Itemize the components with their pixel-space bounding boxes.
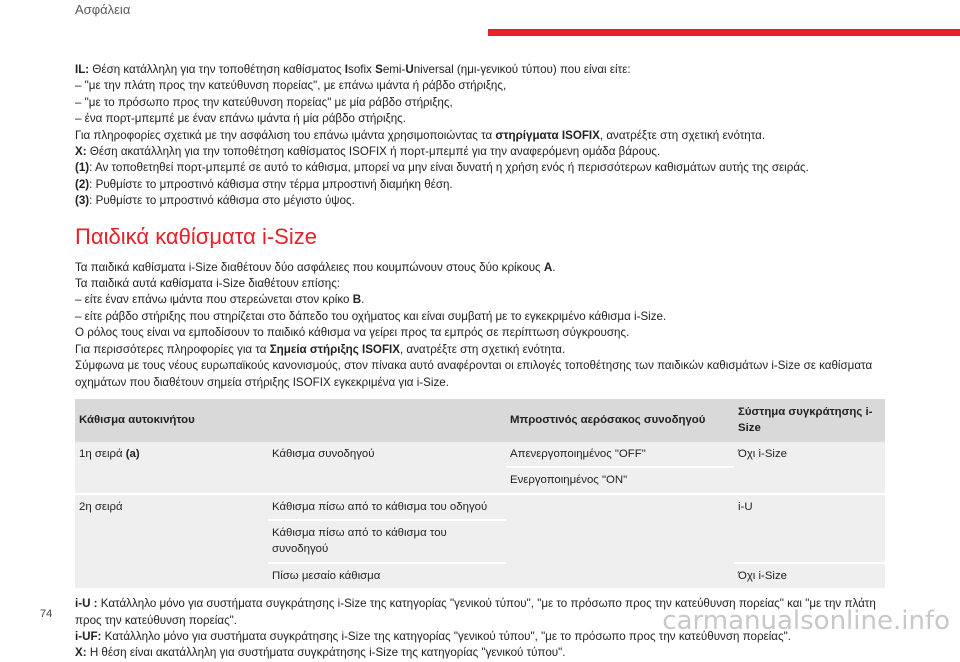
page-number: 74 [40,608,53,620]
ring-a-label: A [543,260,553,274]
x-text: Θέση ακατάλληλη για την τοποθέτηση καθίσματος ISOFIX ή πορτ-μπεμπέ για την αναφερόμενη ομάδα βάρους. [86,145,661,159]
isize-dash-1 [75,292,885,308]
row-label-2: 2η σειρά [75,494,268,590]
isofix-points-link-text: Σημεία στήριξης ISOFIX [269,342,400,356]
legend-iu-text: Κατάλληλο μόνο για συστήματα συγκράτησης i-Size της κατηγορίας "γενικού τύπου", "με το πρόσωπο προς την κατεύθυνση πορείας" και "με την πλάτη προς την κατεύθυνση πορείας". [75,597,876,627]
legend-x-label: X: [75,646,87,660]
ring-b-label: B [352,293,362,307]
table-header-isize: Σύστημα συγκράτησης i-Size [734,399,885,442]
note-2-label: (2) [75,177,90,191]
isofix-link-text: στηρίγματα ISOFIX [495,128,600,142]
row-2-seat-a: Κάθισμα πίσω από το κάθισμα του οδηγού [268,494,506,520]
table-header-seat: Κάθισμα αυτοκινήτου [75,399,506,442]
row-1-airbag-off: Απενεργοποιημένος "OFF" [506,442,734,467]
table-header-row [75,399,885,442]
il-label: IL: [75,63,90,76]
watermark: carmanualsonline.info [662,606,950,636]
table-row [75,494,885,520]
isize-dash-2: – είτε ράβδο στήριξης που στηρίζεται στο δάπεδο του οχήματος και είναι συμβατή με το εγκεκριμένο κάθισμα i-Size. [75,309,667,323]
row-2-seat-b: Κάθισμα πίσω από το κάθισμα του συνοδηγού [268,520,506,563]
x-label: X: [75,145,87,159]
row-2-seat-c: Πίσω μεσαίο κάθισμα [268,563,506,589]
il-dash-2: – "με το πρόσωπο προς την κατεύθυνση πορείας" με μία ράβδο στήριξης, [75,95,453,109]
legend-iu-label: i-U : [75,597,98,611]
il-dash-1: – "με την πλάτη προς την κατεύθυνση πορείας", με επάνω ιμάντα ή ράβδο στήριξης, [75,79,507,93]
isize-p3: Ο ρόλος τους είναι να εμποδίσουν το παιδικό κάθισμα να γείρει προς τα εμπρός σε περίπτωση σύγκρουσης. [75,326,630,340]
isize-heading: Παιδικά καθίσματα i-Size [75,223,317,249]
isize-p4 [75,342,885,358]
row-1-seat: Κάθισμα συνοδηγού [268,442,506,494]
isize-p4-text: Για περισσότερες πληροφορίες για τα [75,342,270,356]
isofix-info [75,128,885,144]
note-3 [75,193,885,209]
row-label-1-text: 1η σειρά [79,447,126,460]
isize-p4-tail: , ανατρέξτε στη σχετική ενότητα. [399,342,566,356]
il-text: Θέση κατάλληλη για την τοποθέτηση καθίσματος [89,63,345,76]
isize-p1-text: Τα παιδικά καθίσματα i-Size διαθέτουν δύο ασφάλειες που κουμπώνουν στους δύο κρίκους [75,260,544,274]
isize-dash-1-text: – είτε έναν επάνω ιμάντα που στερεώνεται στον κρίκο [75,293,353,307]
row-1-isize: Όχι i-Size [734,442,885,494]
row-2-isize-c: Όχι i-Size [734,563,885,589]
il-letter-u: U [405,63,414,76]
isize-dash-1-tail: . [361,293,365,307]
note-1-text: : Αν τοποθετηθεί πορτ-μπεμπέ σε αυτό το κάθισμα, μπορεί να μην είναι δυνατή η χρήση ενός ή περισσότερων καθισμάτων αυτής της σειράς. [89,161,809,175]
isize-p5: Σύμφωνα με τους νέους ευρωπαϊκούς κανονισμούς, στον πίνακα αυτό αναφέρονται οι επιλογές τοποθέτησης των παιδικών καθισμάτων i-Size σε καθίσματα οχημάτων που διαθέτουν σημεία στήριξης ISOFIX εγκεκριμένα για i-Size. [75,359,873,389]
row-label-1 [75,442,268,494]
row-label-1-note: (a) [125,447,140,460]
il-letter-s: S [375,63,383,76]
il-dash-3: – ένα πορτ-μπεμπέ με έναν επάνω ιμάντα ή μία ράβδο στήριξης. [75,112,406,126]
note-3-text: : Ρυθμίστε το μπροστινό κάθισμα στο μέγιστο ύψος. [89,194,355,208]
section-title: Ασφάλεια [75,2,131,17]
il-letter-i: I [344,63,349,76]
isize-p1-tail: . [552,260,556,274]
legend-iuf-text: Κατάλληλο μόνο για συστήματα συγκράτησης i-Size της κατηγορίας "γενικού τύπου", "με το πρόσωπο προς την κατεύθυνση πορείας". [101,629,791,643]
note-2 [75,177,885,193]
isize-seat-table [75,399,885,590]
legend-x-text: Η θέση είναι ακατάλληλη για συστήματα συγκράτησης i-Size της κατηγορίας "γενικού τύπου". [86,646,566,660]
il-tail: niversal (ημι-γενικού τύπου) που είναι είτε: [413,63,631,76]
il-emi: emi- [382,63,406,76]
isofix-info-text: Για πληροφορίες σχετικά με την ασφάλιση του επάνω ιμάντα χρησιμοποιώντας τα [75,128,496,142]
x-definition [75,144,885,160]
row-1-airbag-on: Ενεργοποιημένος "ON" [506,467,734,493]
legend-x [75,645,885,661]
row-2-airbag [506,494,734,590]
note-2-text: : Ρυθμίστε το μπροστινό κάθισμα στην τέρμα μπροστινή διαμήκη θέση. [89,177,453,191]
table-header-airbag: Μπροστινός αερόσακος συνοδηγού [506,399,734,442]
isofix-info-tail: , ανατρέξτε στη σχετική ενότητα. [599,128,766,142]
il-paragraph [75,62,885,78]
note-1 [75,160,885,176]
page-content [75,62,885,662]
il-sofix: sofix [348,63,376,76]
row-2-isize-ab: i-U [734,494,885,563]
legend-iuf-label: i-UF: [75,629,102,643]
header-accent-bar [488,29,960,36]
isize-p2: Τα παιδικά αυτά καθίσματα i-Size διαθέτουν επίσης: [75,277,341,291]
table-row [75,442,885,467]
isize-p1 [75,260,885,276]
note-3-label: (3) [75,194,90,208]
note-1-label: (1) [75,161,90,175]
